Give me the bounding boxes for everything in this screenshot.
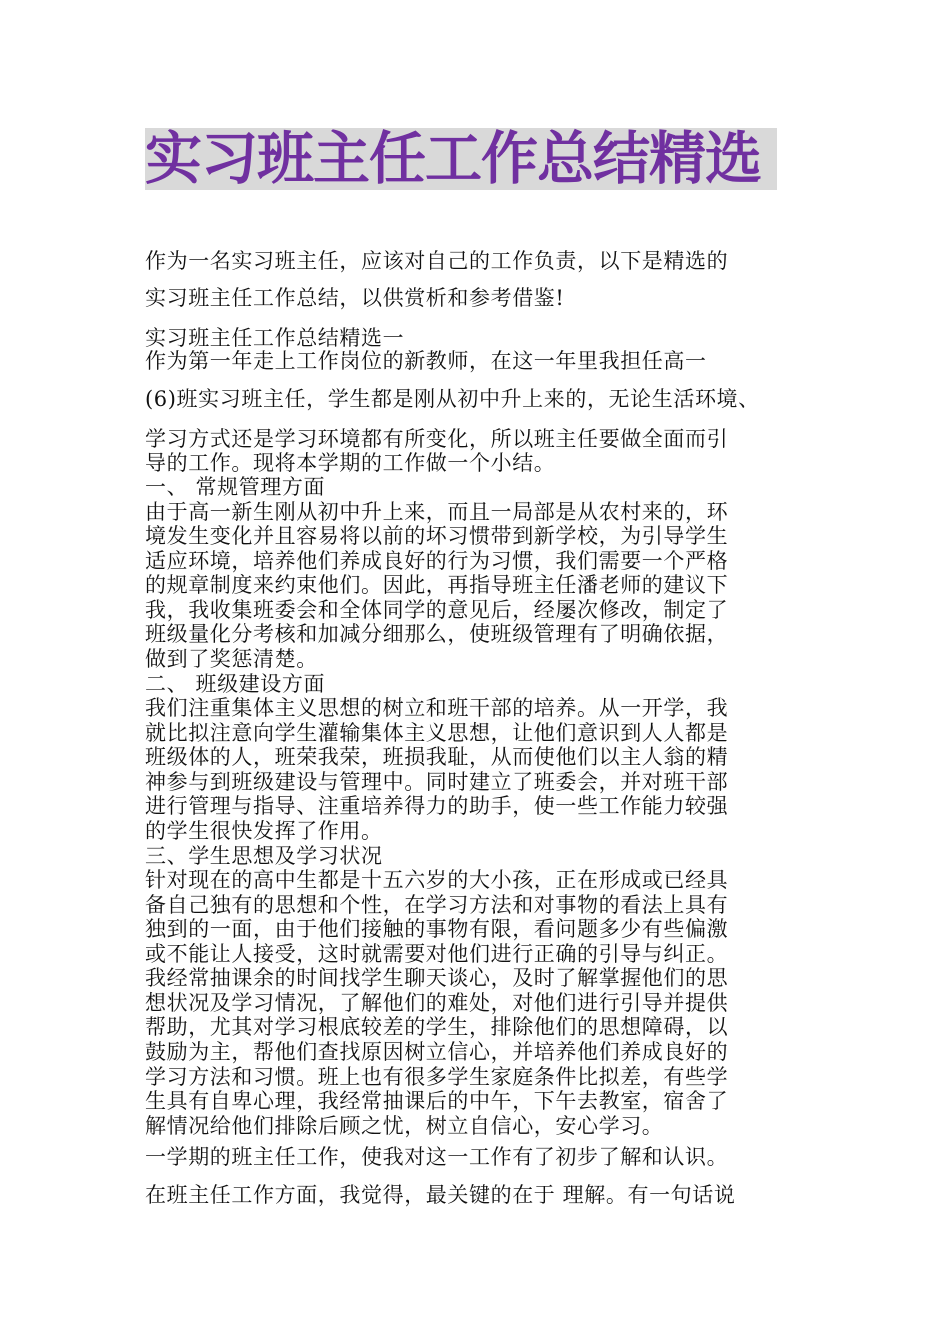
text-line: 想状况及学习情况，了解他们的难处，对他们进行引导并提供 (145, 991, 729, 1015)
text-line: 导的工作。现将本学期的工作做一个小结。 (145, 451, 556, 475)
text-line: 班级量化分考核和加减分细那么，使班级管理有了明确依据， (145, 622, 729, 646)
heading-line: 一、 常规管理方面 (145, 475, 326, 499)
text-line: 或不能让人接受，这时就需要对他们进行正确的引导与纠正。 (145, 942, 729, 966)
text-line: 学习方法和习惯。班上也有很多学生家庭条件比拟差，有些学 (145, 1065, 729, 1089)
text-line: 的学生很快发挥了作用。 (145, 819, 383, 843)
text-line: 解情况给他们排除后顾之忧，树立自信心，安心学习。 (145, 1114, 664, 1138)
text-line: 由于高一新生刚从初中升上来，而且一局部是从农村来的，环 (145, 500, 729, 524)
text-line: 针对现在的高中生都是十五六岁的大小孩，正在形成或已经具 (145, 868, 729, 892)
text-line: 我，我收集班委会和全体同学的意见后，经屡次修改，制定了 (145, 598, 729, 622)
text-line: 的规章制度来约束他们。因此，再指导班主任潘老师的建议下 (145, 573, 729, 597)
text-line: 备自己独有的思想和个性，在学习方法和对事物的看法上具有 (145, 893, 729, 917)
text-line: 做到了奖惩清楚。 (145, 647, 318, 671)
heading-line: 二、 班级建设方面 (145, 672, 326, 696)
text-line: 适应环境，培养他们养成良好的行为习惯，我们需要一个严格 (145, 549, 729, 573)
heading-line: 三、学生思想及学习状况 (145, 844, 383, 868)
text-line: 作为第一年走上工作岗位的新教师，在这一年里我担任高一 (145, 349, 707, 373)
text-line: 鼓励为主，帮他们查找原因树立信心，并培养他们养成良好的 (145, 1040, 729, 1064)
page-title: 实习班主任工作总结精选 (145, 126, 761, 192)
intro-line: 作为一名实习班主任，应该对自己的工作负责，以下是精选的 (145, 249, 729, 273)
text-line: 生具有自卑心理，我经常抽课后的中午，下午去教室，宿舍了 (145, 1089, 729, 1113)
section-title: 实习班主任工作总结精选一 (145, 326, 405, 350)
text-line: 神参与到班级建设与管理中。同时建立了班委会，并对班干部 (145, 770, 729, 794)
text-line: (6)班实习班主任，学生都是刚从初中升上来的，无论生活环境、 (145, 387, 760, 411)
text-line: 在班主任工作方面，我觉得，最关键的在于 理解。有一句话说 (145, 1183, 736, 1207)
text-line: 一学期的班主任工作，使我对这一工作有了初步了解和认识。 (145, 1145, 729, 1169)
text-line: 境发生变化并且容易将以前的坏习惯带到新学校，为引导学生 (145, 524, 729, 548)
text-line: 就比拟注意向学生灌输集体主义思想，让他们意识到人人都是 (145, 721, 729, 745)
text-line: 进行管理与指导、注重培养得力的助手，使一些工作能力较强 (145, 794, 729, 818)
text-line: 学习方式还是学习环境都有所变化，所以班主任要做全面而引 (145, 427, 729, 451)
text-line: 班级体的人，班荣我荣，班损我耻，从而使他们以主人翁的精 (145, 745, 729, 769)
intro-line: 实习班主任工作总结，以供赏析和参考借鉴! (145, 286, 565, 310)
text-line: 我经常抽课余的时间找学生聊天谈心，及时了解掌握他们的思 (145, 966, 729, 990)
text-line: 独到的一面，由于他们接触的事物有限，看问题多少有些偏激 (145, 917, 729, 941)
text-line: 我们注重集体主义思想的树立和班干部的培养。从一开学，我 (145, 696, 729, 720)
text-line: 帮助，尤其对学习根底较差的学生，排除他们的思想障碍，以 (145, 1015, 729, 1039)
